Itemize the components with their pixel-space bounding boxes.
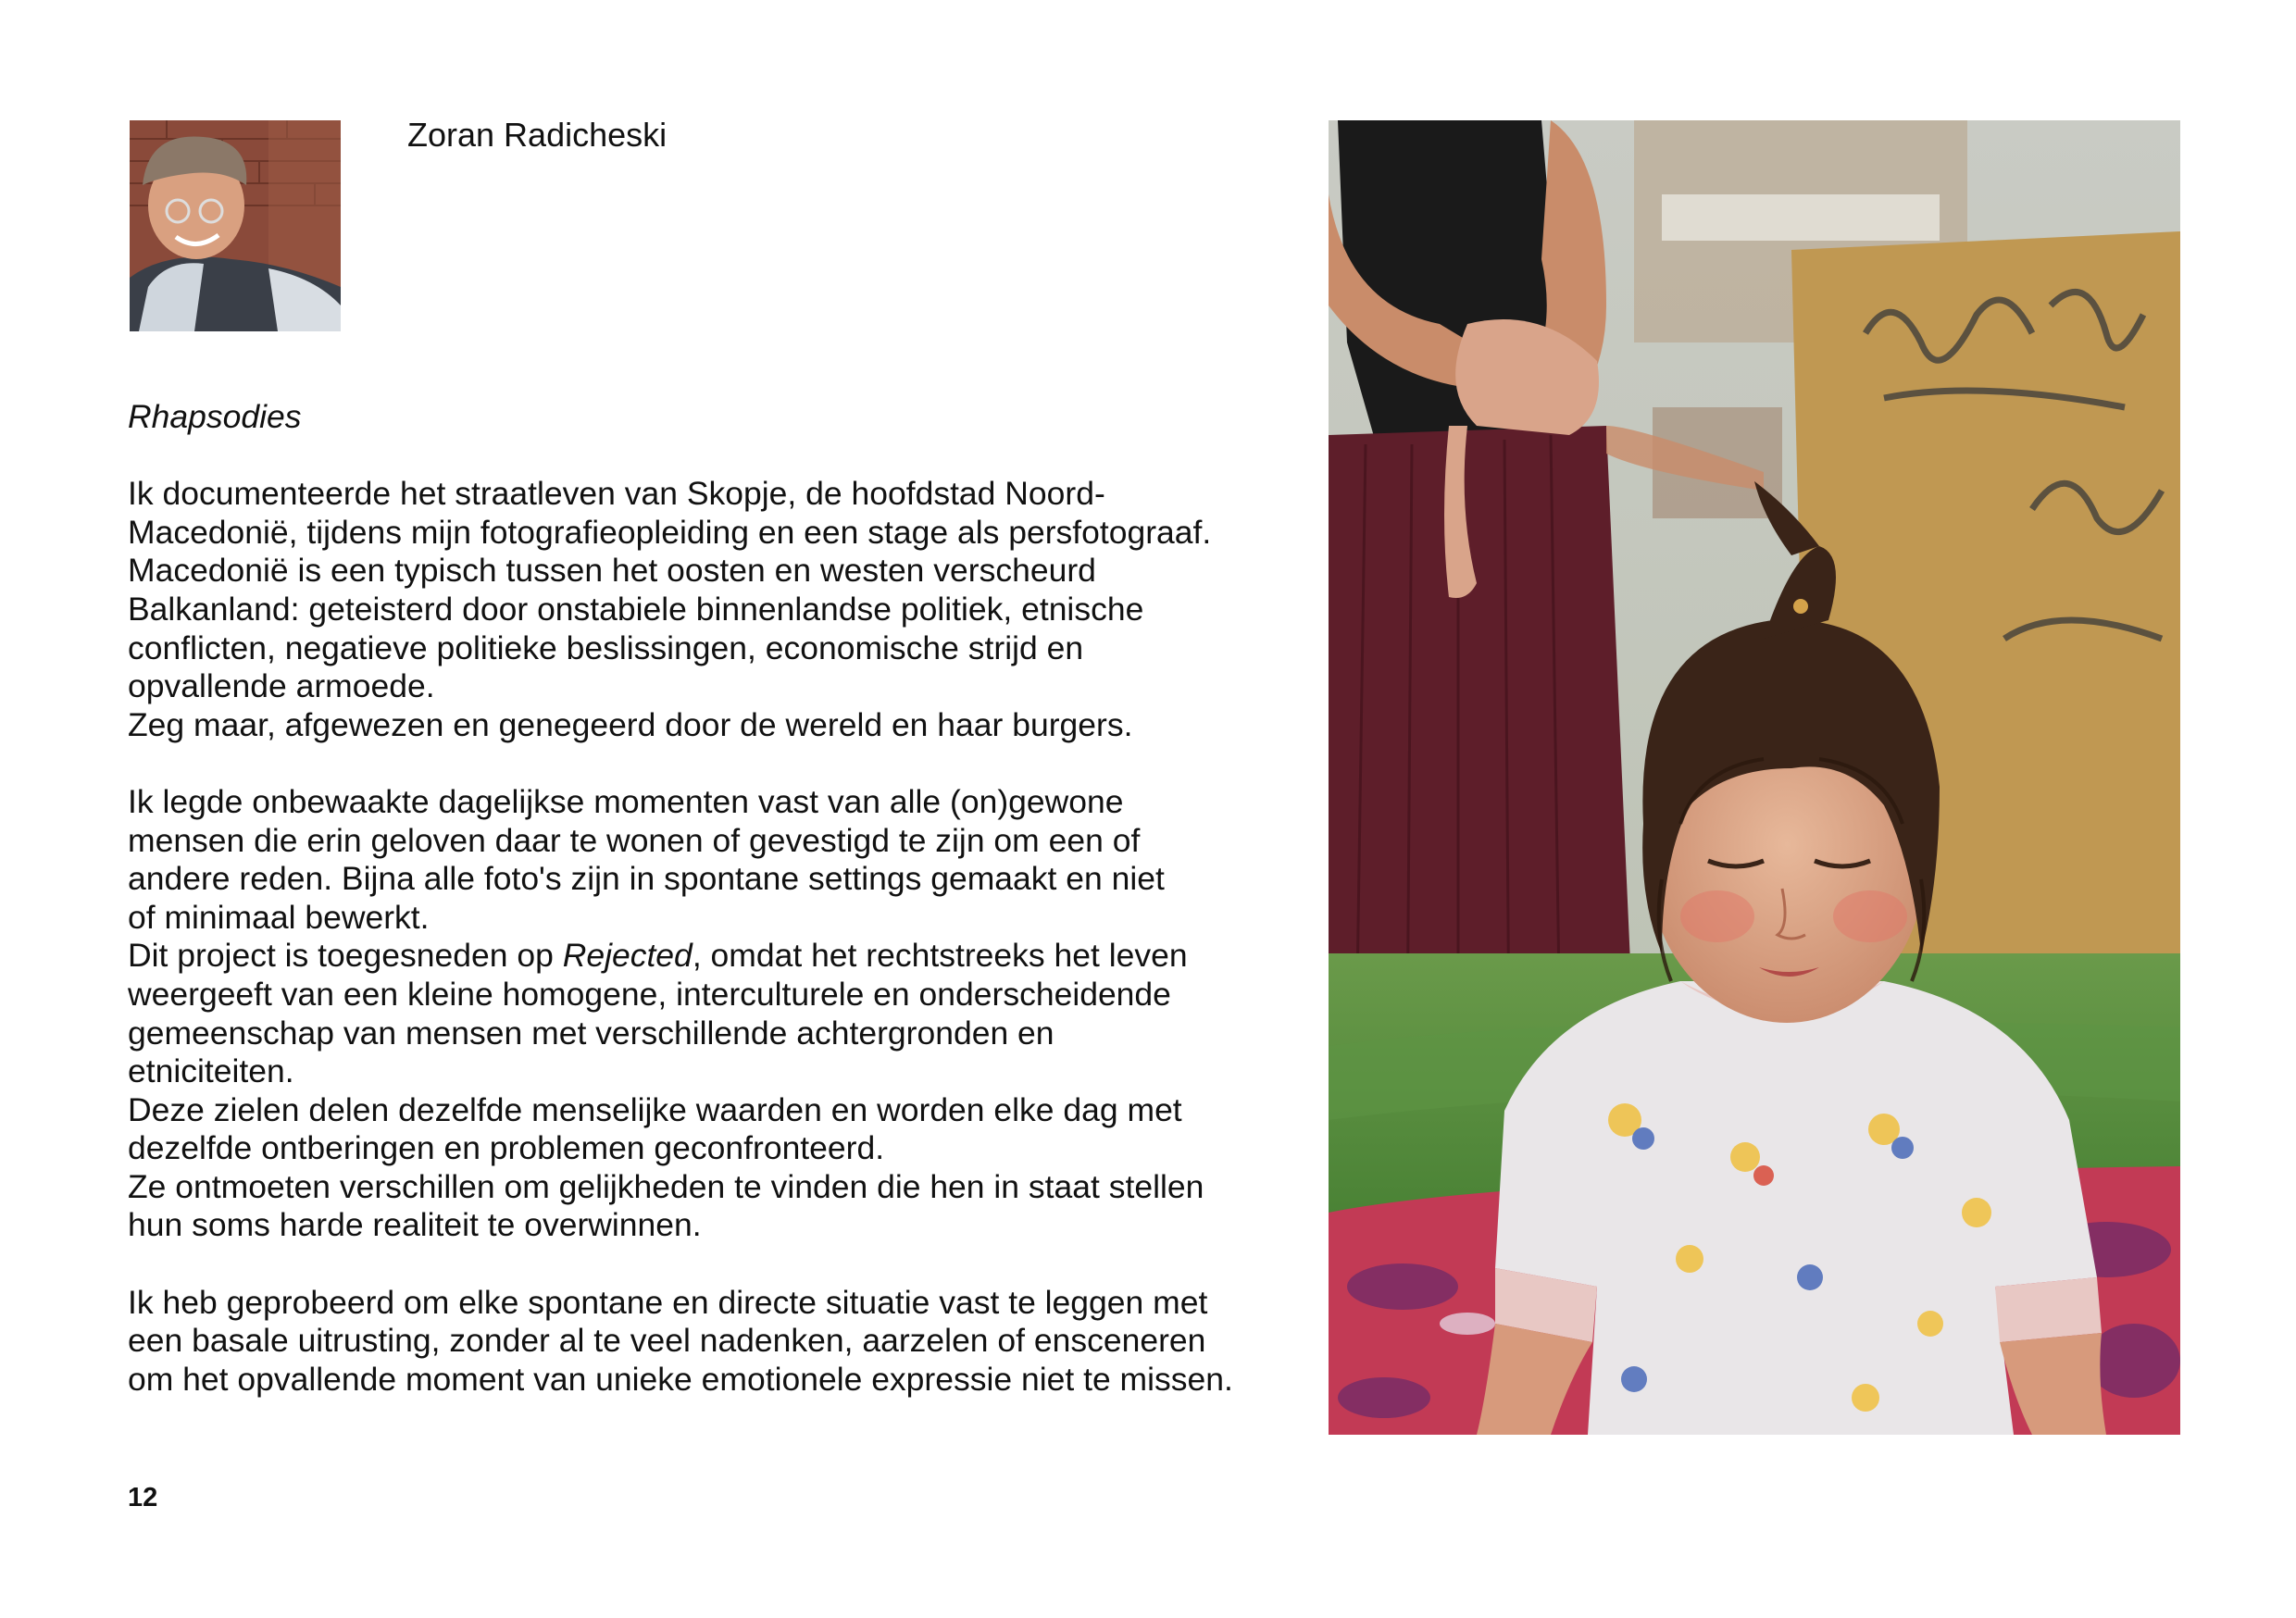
paragraph-approach <box>128 783 1304 1245</box>
text-segment: Dit project is toegesneden op <box>128 937 563 975</box>
text-line: weergeeft van een kleine homogene, interculturele en onderscheidende <box>128 975 1171 1013</box>
author-name: Zoran Radicheski <box>407 116 668 154</box>
text-line: om het opvallende moment van unieke emotionele expressie niet te missen. <box>128 1360 1233 1398</box>
paragraph-method <box>128 1284 1304 1400</box>
child-photo <box>1329 120 2180 1435</box>
text-line: Ze ontmoeten verschillen om gelijkheden te vinden die hen in staat stellen <box>128 1167 1204 1205</box>
text-line: Ik legde onbewaakte dagelijkse momenten vast van alle (on)gewone <box>128 782 1124 820</box>
text-line: Macedonië is een typisch tussen het oosten en westen verscheurd <box>128 552 1096 590</box>
author-portrait <box>130 120 341 331</box>
text-line: Balkanland: geteisterd door onstabiele binnenlandse politiek, etnische <box>128 590 1144 628</box>
article-text <box>128 398 1304 1399</box>
project-title: Rhapsodies <box>128 398 302 435</box>
text-line: een basale uitrusting, zonder al te veel nadenken, aarzelen of ensceneren <box>128 1322 1206 1360</box>
text-line: hun soms harde realiteit te overwinnen. <box>128 1206 702 1244</box>
text-line: of minimaal bewerkt. <box>128 898 430 936</box>
text-line-rejected <box>128 937 1304 976</box>
text-line: dezelfde ontberingen en problemen geconfronteerd. <box>128 1129 885 1167</box>
text-line: Macedonië, tijdens mijn fotografieopleiding en een stage als persfotograaf. <box>128 513 1212 551</box>
paragraph-intro <box>128 475 1304 744</box>
text-line: gemeenschap van mensen met verschillende achtergronden en <box>128 1014 1054 1052</box>
text-line: Zeg maar, afgewezen en genegeerd door de wereld en haar burgers. <box>128 705 1133 743</box>
text-line: mensen die erin geloven daar te wonen of gevestigd te zijn om een of <box>128 821 1141 859</box>
text-line: Ik heb geprobeerd om elke spontane en directe situatie vast te leggen met <box>128 1283 1208 1321</box>
text-segment: , omdat het rechtstreeks het leven <box>692 937 1188 975</box>
text-line: etniciteiten. <box>128 1052 294 1090</box>
text-line: opvallende armoede. <box>128 667 435 705</box>
text-line: conflicten, negatieve politieke beslissingen, economische strijd en <box>128 629 1084 666</box>
rejected-title: Rejected <box>562 937 693 975</box>
text-line: andere reden. Bijna alle foto's zijn in spontane settings gemaakt en niet <box>128 860 1165 898</box>
page-number: 12 <box>128 1483 158 1512</box>
text-line: Deze zielen delen dezelfde menselijke waarden en worden elke dag met <box>128 1090 1182 1128</box>
text-line: Ik documenteerde het straatleven van Skopje, de hoofdstad Noord- <box>128 475 1105 513</box>
